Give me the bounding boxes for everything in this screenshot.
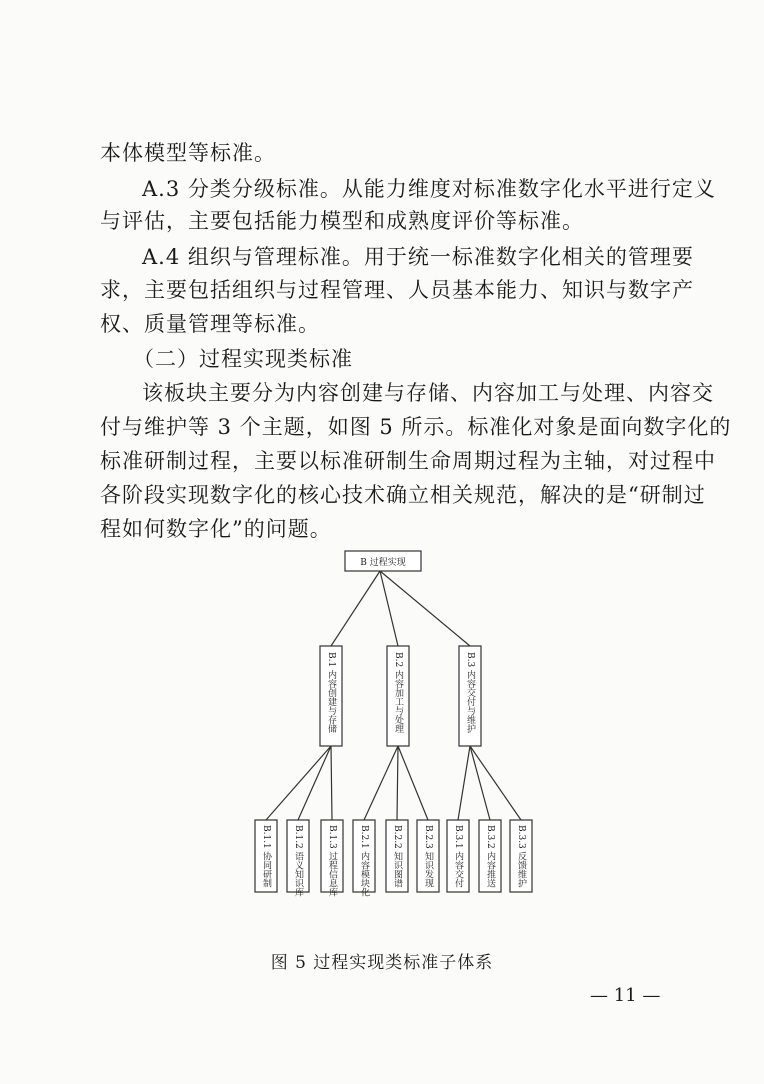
section-heading: （二）过程实现类标准 bbox=[133, 347, 353, 371]
edge-b2-b23 bbox=[398, 746, 428, 820]
edge-b2-b21 bbox=[364, 746, 398, 820]
paragraph-line: 程如何数字化”的问题。 bbox=[100, 517, 332, 541]
group-node-b3 bbox=[459, 646, 481, 746]
leaf-node bbox=[417, 820, 439, 892]
paragraph-line: A.3 分类分级标准。从能力维度对标准数字化水平进行定义 bbox=[142, 177, 716, 201]
leaf-label: B.1.2 语义知识库 bbox=[293, 825, 303, 897]
leaf-node bbox=[510, 820, 532, 892]
leaf-node bbox=[255, 820, 277, 892]
edge-b3-b31 bbox=[458, 746, 470, 820]
paragraph-line: 付与维护等 3 个主题，如图 5 所示。标准化对象是面向数字化的 bbox=[100, 415, 732, 439]
leaf-label: B.3.2 内容推送 bbox=[485, 825, 495, 888]
paragraph-line: 标准研制过程，主要以标准研制生命周期过程为主轴，对过程中 bbox=[100, 449, 716, 473]
paragraph-line: 求，主要包括组织与过程管理、人员基本能力、知识与数字产 bbox=[100, 278, 694, 302]
leaf-node bbox=[386, 820, 408, 892]
leaf-node bbox=[353, 820, 375, 897]
edge-b2-b22 bbox=[397, 746, 398, 820]
leaf-label: B.1.3 过程信息库 bbox=[327, 825, 337, 897]
edge-b1-b11 bbox=[266, 746, 331, 820]
figure-caption: 图 5 过程实现类标准子体系 bbox=[270, 953, 494, 973]
edge-b3-b33 bbox=[470, 746, 521, 820]
group-label: B.1 内容创建与存储 bbox=[326, 652, 336, 734]
paragraph-line: A.4 组织与管理标准。用于统一标准数字化相关的管理要 bbox=[142, 245, 694, 269]
paragraph-line: 权、质量管理等标准。 bbox=[100, 312, 320, 336]
edge-b3-b32 bbox=[470, 746, 490, 820]
leaf-node bbox=[321, 820, 343, 898]
edge-root-b2 bbox=[380, 571, 398, 646]
group-label: B.3 内容交付与维护 bbox=[465, 652, 475, 734]
leaf-node bbox=[287, 820, 309, 898]
paragraph-line: 本体模型等标准。 bbox=[100, 141, 276, 165]
leaf-label: B.3.1 内容交付 bbox=[453, 825, 463, 888]
group-label: B.2 内容加工与处理 bbox=[393, 652, 403, 734]
edge-root-b3 bbox=[380, 571, 470, 646]
root-node bbox=[345, 551, 421, 571]
edge-root-b1 bbox=[331, 571, 380, 646]
leaf-node bbox=[447, 820, 469, 892]
leaf-node bbox=[479, 820, 501, 892]
edge-b1-b12 bbox=[298, 746, 331, 820]
page-number: — 11 — bbox=[590, 985, 661, 1006]
leaf-label: B.1.1 协同研制 bbox=[261, 825, 271, 888]
edge-b1-b13 bbox=[331, 746, 332, 820]
leaf-label: B.2.3 知识发现 bbox=[423, 825, 433, 888]
leaf-label: B.3.3 反馈维护 bbox=[516, 825, 526, 888]
group-node-b2 bbox=[387, 646, 409, 746]
paragraph-line: 各阶段实现数字化的核心技术确立相关规范，解决的是“研制过 bbox=[100, 483, 706, 507]
paragraph-line: 与评估，主要包括能力模型和成熟度评价等标准。 bbox=[100, 209, 584, 233]
root-label: B 过程实现 bbox=[360, 558, 406, 568]
leaf-label: B.2.2 知识图谱 bbox=[392, 825, 402, 888]
paragraph-line: 该板块主要分为内容创建与存储、内容加工与处理、内容交 bbox=[142, 381, 714, 405]
group-node-b1 bbox=[320, 646, 342, 746]
leaf-label: B.2.1 内容模块化 bbox=[359, 825, 369, 897]
